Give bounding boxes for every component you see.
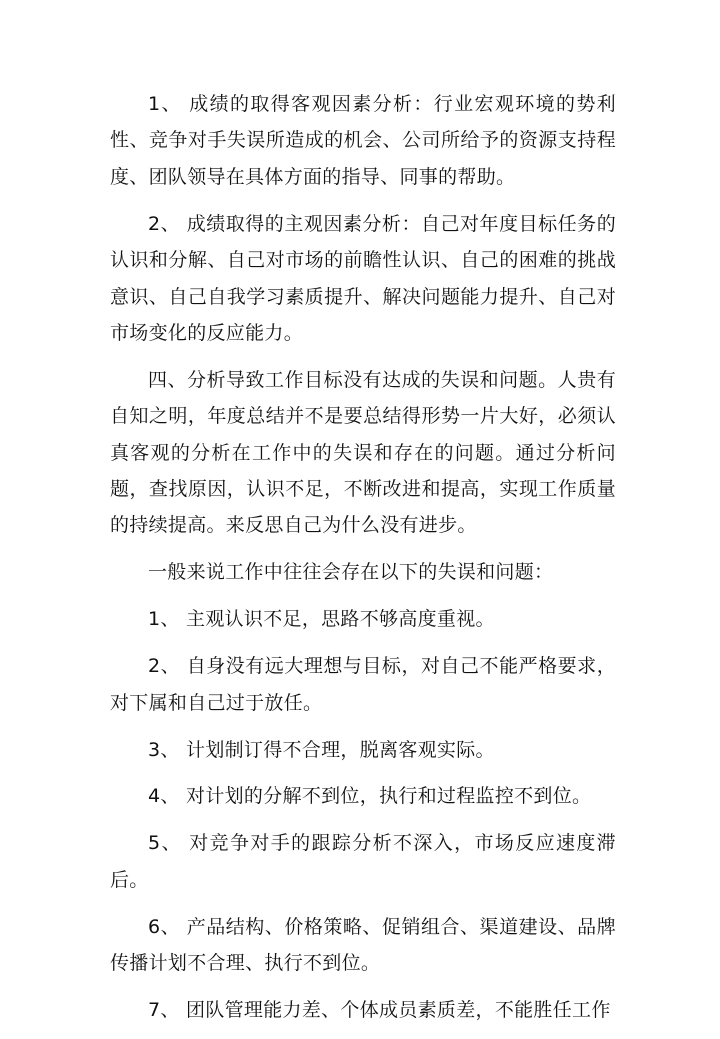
paragraph-7: 3、 计划制订得不合理，脱离客观实际。 — [148, 738, 495, 761]
document-body — [110, 86, 616, 1039]
paragraph-9: 5、 对竞争对手的跟踪分析不深入，市场反应速度滞后。 — [110, 832, 616, 891]
paragraph-11: 7、 团队管理能力差、个体成员素质差，不能胜任工作 — [148, 998, 611, 1021]
paragraph-1: 1、 成绩的取得客观因素分析：行业宏观环境的势利性、竞争对手失误所造成的机会、公司所给予的资源支持程度、团队领导在具体方面的指导、同事的帮助。 — [110, 93, 616, 188]
paragraph-5: 1、 主观认识不足，思路不够高度重视。 — [148, 608, 495, 631]
paragraph-10: 6、 产品结构、价格策略、促销组合、渠道建设、品牌传播计划不合理、执行不到位。 — [110, 915, 616, 975]
paragraph-8: 4、 对计划的分解不到位，执行和过程监控不到位。 — [148, 785, 592, 808]
paragraph-4: 一般来说工作中往往会存在以下的失误和问题： — [148, 561, 554, 584]
paragraph-6: 2、 自身没有远大理想与目标，对自己不能严格要求，对下属和自己过于放任。 — [110, 655, 616, 714]
paragraph-2: 2、 成绩取得的主观因素分析：自己对年度目标任务的认识和分解、自己对市场的前瞻性认识、自己的困难的挑战意识、自己自我学习素质提升、解决问题能力提升、自己对市场变化的反应能力。 — [110, 212, 616, 344]
paragraph-3: 四、分析导致工作目标没有达成的失误和问题。人贵有自知之明，年度总结并不是要总结得形势一片大好，必须认真客观的分析在工作中的失误和存在的问题。通过分析问题，查找原因，认识不足，不断改进和提高，实现工作质量的持续提高。来反思自己为什么没有进步。 — [110, 368, 616, 537]
